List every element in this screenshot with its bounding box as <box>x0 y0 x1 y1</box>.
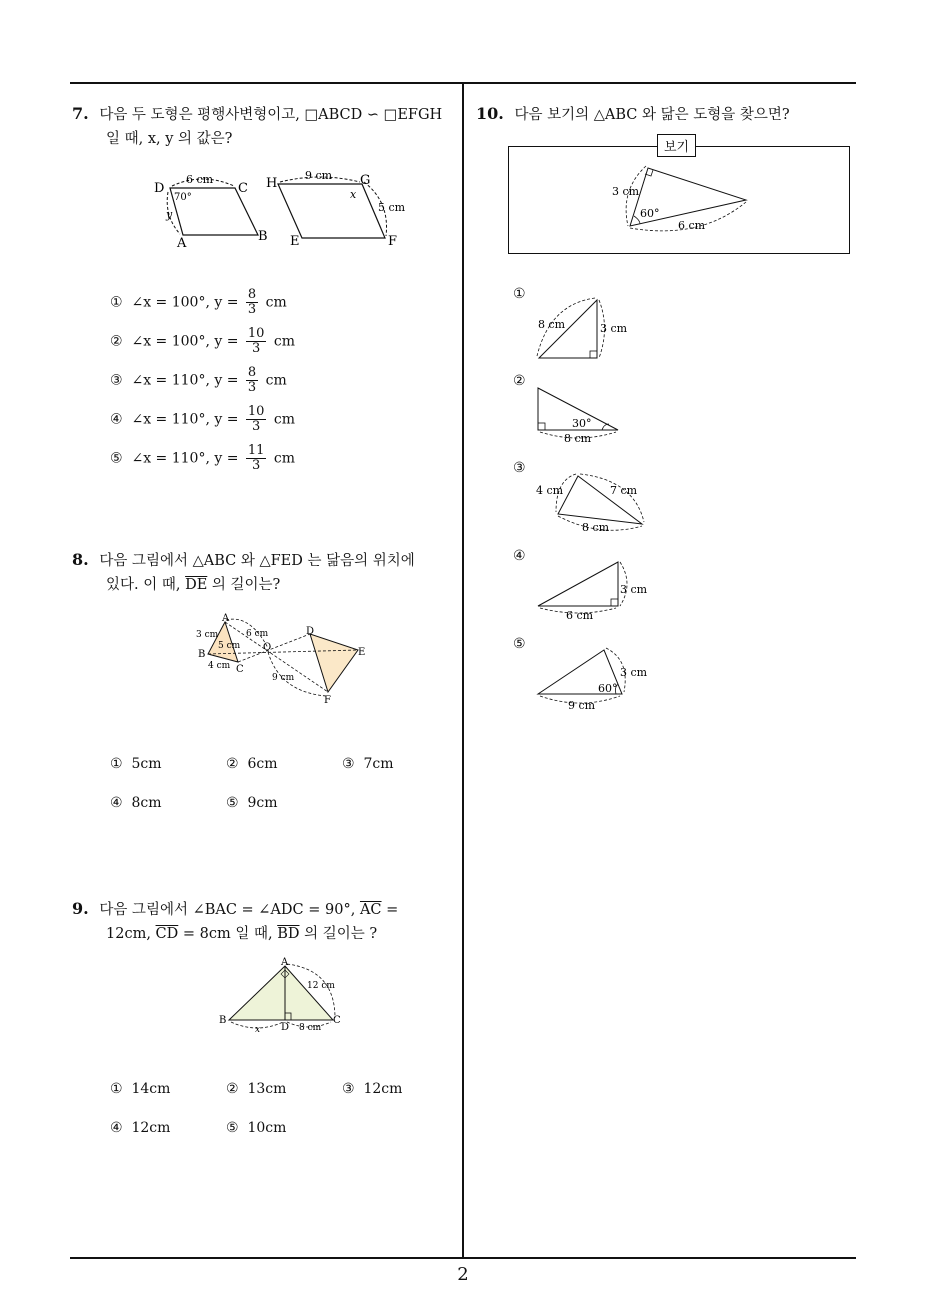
question-text: 다음 보기의 △ABC 와 닮은 도형을 찾으면? <box>514 107 790 123</box>
label-bc: 4 cm <box>208 661 231 671</box>
q8-option-1[interactable]: ① 5cm <box>110 756 162 772</box>
question-number: 10. <box>476 104 504 123</box>
q10-option-3[interactable]: ③ <box>513 460 526 476</box>
label-x: x <box>350 188 357 201</box>
svg-text:4 cm: 4 cm <box>536 484 564 497</box>
label-F: F <box>324 695 331 706</box>
label-G: G <box>360 173 371 188</box>
label-angle: 60° <box>640 207 660 220</box>
label-hg: 9 cm <box>305 169 333 182</box>
q9-option-4[interactable]: ④ 12cm <box>110 1120 171 1136</box>
q7-option-2[interactable]: ② ∠x = 100°, y = $\frac{10}{3}$ cm <box>110 326 296 356</box>
svg-text:8 cm: 8 cm <box>564 432 592 445</box>
segment-DE: $\overline{DE}$ <box>185 577 208 593</box>
svg-text:3 cm: 3 cm <box>620 666 648 679</box>
question-10 <box>476 102 856 127</box>
q10-option-2[interactable]: ② <box>513 373 526 389</box>
label-of: 9 cm <box>272 673 295 683</box>
q9-option-2[interactable]: ② 13cm <box>226 1081 287 1097</box>
label-ab: 3 cm <box>196 630 219 640</box>
question-text: 있다. 이 때, <box>106 577 186 593</box>
label-A: A <box>281 957 289 968</box>
q10-option-5-figure[interactable] <box>530 644 660 716</box>
question-number: 8. <box>72 550 89 569</box>
q10-option-5[interactable]: ⑤ <box>513 636 526 652</box>
label-D: D <box>306 626 315 637</box>
question-9: 9. 다음 그림에서 ∠BAC = ∠ADC = 90°, $\overline{AC}$ = 12cm, $\overline{CD} = 8cm$ 일 때, $\overline{BD}$ 의 길이는 ? <box>72 899 399 942</box>
label-ac: 12 cm <box>307 981 335 991</box>
label-C: C <box>333 1015 341 1026</box>
label-F: F <box>388 234 398 249</box>
question-text: 다음 두 도형은 평행사변형이고, □ABCD ∽ □EFGH <box>99 107 443 123</box>
label-side1: 3 cm <box>612 185 640 198</box>
label-ao: 6 cm <box>246 629 269 639</box>
segment-BD: $\overline{BD}$ <box>277 926 300 942</box>
question-text: 일 때, x, y 의 값은? <box>106 131 233 147</box>
example-figure <box>600 160 760 240</box>
label-dc: 8 cm <box>299 1023 322 1033</box>
label-O: O <box>263 642 272 653</box>
question-text: 다음 그림에서 △ABC 와 △FED 는 닮음의 위치에 <box>99 553 415 569</box>
q10-option-1-figure[interactable] <box>530 294 640 366</box>
svg-text:3 cm: 3 cm <box>600 322 628 335</box>
svg-text:60°: 60° <box>598 682 618 695</box>
example-label: 보기 <box>657 134 696 157</box>
label-dc: 6 cm <box>186 173 214 186</box>
svg-text:3 cm: 3 cm <box>620 583 648 596</box>
q9-option-5[interactable]: ⑤ 10cm <box>226 1120 287 1136</box>
svg-text:9 cm: 9 cm <box>568 699 596 712</box>
label-C: C <box>238 181 248 196</box>
q10-option-3-figure[interactable] <box>530 468 650 538</box>
q10-option-4[interactable]: ④ <box>513 548 526 564</box>
q7-option-4[interactable]: ④ ∠x = 110°, y = $\frac{10}{3}$ cm <box>110 404 296 434</box>
q7-option-1[interactable]: ① ∠x = 100°, y = $\frac{8}{3}$ cm <box>110 287 287 317</box>
q8-figure <box>190 612 380 708</box>
svg-text:7 cm: 7 cm <box>610 484 638 497</box>
q8-option-2[interactable]: ② 6cm <box>226 756 278 772</box>
svg-text:8 cm: 8 cm <box>582 521 610 534</box>
label-gf: 5 cm <box>378 201 406 214</box>
svg-text:6 cm: 6 cm <box>566 609 594 622</box>
q10-option-1[interactable]: ① <box>513 286 526 302</box>
question-7 <box>72 102 457 151</box>
q9-figure <box>215 956 355 1036</box>
label-H: H <box>266 176 278 191</box>
label-angle: 70° <box>174 192 192 203</box>
label-y: y <box>166 208 173 221</box>
q8-option-4[interactable]: ④ 8cm <box>110 795 162 811</box>
label-D: D <box>154 181 165 196</box>
svg-text:30°: 30° <box>572 417 592 430</box>
question-8: 8. 다음 그림에서 △ABC 와 △FED 는 닮음의 위치에 있다. 이 때, $\overline{DE}$ 의 길이는? <box>72 550 415 593</box>
label-ac: 5 cm <box>218 641 241 651</box>
q8-option-3[interactable]: ③ 7cm <box>342 756 394 772</box>
question-number: 7. <box>72 104 89 123</box>
label-B: B <box>258 229 268 244</box>
segment-CD: $\overline{CD}$ <box>155 926 179 942</box>
label-E: E <box>358 647 366 658</box>
label-E: E <box>290 234 300 249</box>
label-A: A <box>177 236 187 250</box>
q10-option-4-figure[interactable] <box>530 556 660 626</box>
question-number: 9. <box>72 899 89 918</box>
label-x: x <box>255 1025 261 1035</box>
page-number: 2 <box>457 1264 469 1285</box>
segment-AC: $\overline{AC}$ <box>359 902 382 918</box>
q9-option-3[interactable]: ③ 12cm <box>342 1081 403 1097</box>
q8-option-5[interactable]: ⑤ 9cm <box>226 795 278 811</box>
label-D: D <box>281 1022 290 1033</box>
q10-option-2-figure[interactable] <box>530 380 640 450</box>
label-side2: 6 cm <box>678 219 706 232</box>
column-divider <box>462 82 464 1258</box>
label-B: B <box>198 649 206 660</box>
svg-text:8 cm: 8 cm <box>538 318 566 331</box>
q7-figure <box>150 168 420 250</box>
q7-option-3[interactable]: ③ ∠x = 110°, y = $\frac{8}{3}$ cm <box>110 365 287 395</box>
label-A: A <box>222 613 230 624</box>
q9-option-1[interactable]: ① 14cm <box>110 1081 171 1097</box>
label-B: B <box>219 1015 227 1026</box>
q7-option-5[interactable]: ⑤ ∠x = 110°, y = $\frac{11}{3}$ cm <box>110 443 296 473</box>
label-C: C <box>236 664 244 675</box>
